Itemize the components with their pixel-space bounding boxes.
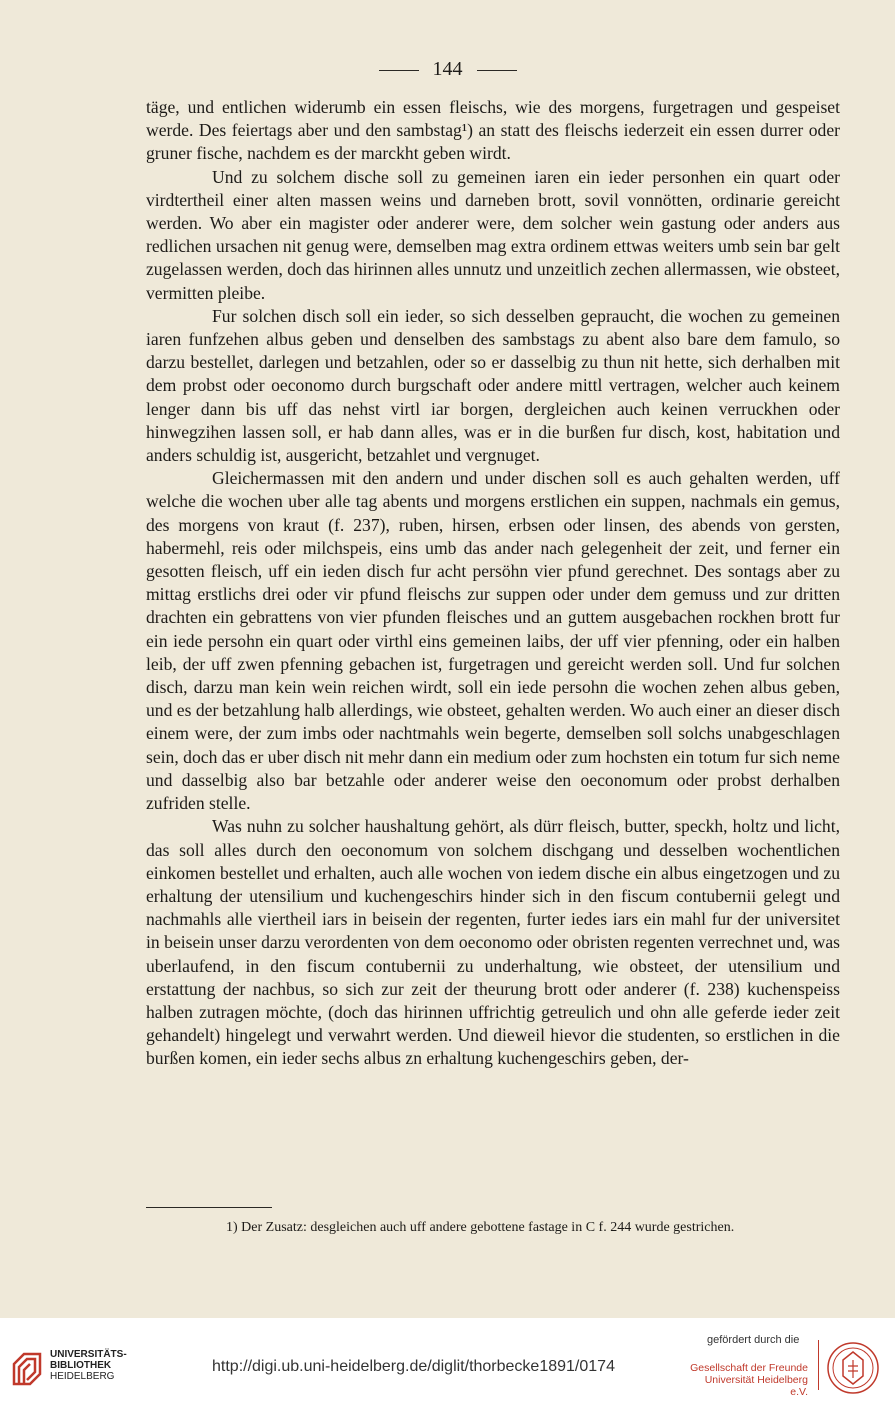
permalink-url[interactable]: http://digi.ub.uni-heidelberg.de/diglit/thorbecke1891/0174 <box>212 1358 615 1375</box>
library-name <box>50 1349 127 1382</box>
sponsor-label: gefördert durch die <box>707 1334 800 1346</box>
paragraph: Fur solchen disch soll ein ieder, so sich desselben gepraucht, die wochen zu gemeinen iaren funfzehen albus geben und denselben des sambstags zu abent also bare dem famulo, so darzu bestellet, darlegen und betzahlen, oder so er dasselbig zu thun nit hette, sich derhalben mit dem probst oder oeconomo durch burgschaft oder andere mittl vertragen, welcher auch keinem lenger dann bis uff das nehst virtl iar borgen, dergleichen auch keinen verruckhen oder hinwegzihen lassen soll, er hab dann alles, was er in die burßen fur disch, kost, habitation und anders schuldig ist, ausgericht, betzahlet und vergnuget. <box>146 305 840 466</box>
page-header <box>0 58 895 81</box>
header-rule-left <box>379 70 419 71</box>
sponsor-divider <box>818 1340 819 1390</box>
library-logo-icon <box>10 1350 44 1386</box>
sponsor-name-line2: Universität Heidelberg e.V. <box>704 1374 808 1398</box>
paragraph: Und zu solchem dische soll zu gemeinen iaren ein ieder personhen ein quart oder virdtertheil einer alten massen weins und darneben brott, sovil vonnötten, ordinarie gereicht werden. Wo aber ein magister oder anderer were, dem solcher wein gastung oder anders aus redlichen ursachen nit genug were, demselben mag extra ordinem ettwas weiters umb sein bar gelt zugelassen werden, doch das hirinnen alles unnutz und unzeitlich zechen allermassen, wie obsteet, vermitten pleibe. <box>146 166 840 303</box>
page-number: 144 <box>432 58 463 80</box>
library-name-line3: HEIDELBERG <box>50 1371 115 1382</box>
paragraph: täge, und entlichen widerumb ein essen fleischs, wie des morgens, furgetragen und gespeiset werde. Des feiertags aber und den sambstag¹) an statt des fleischs iederzeit ein essen durrer oder gruner fische, nachdem es der marckht geben wirdt. <box>146 97 840 164</box>
paragraph: Gleichermassen mit den andern und under dischen soll es auch gehalten werden, uff welche die wochen uber alle tag abents und morgens erstlichen ein suppen, nachmals ein gemus, des morgens von kraut (f. 237), ruben, hirsen, erbsen oder linsen, des abends von gersten, habermehl, reis oder milchspeis, eins umb das ander nach gelegenheit der zeit, und ferner ein gesotten fleisch, uff ein ieden disch fur acht persöhn vier pfund gerechnet. Des sontags aber zu mittag erstlichs drei oder vir pfund fleischs zur suppen oder under dem gemuss und zur dritten drachten ein gebrattens von vier pfunden fleisches und an guttem ausgebachen rockhen brott fur ein iede persohn ein quart oder virthl eins gemeinen laibs, der uff vier pfenning, oder ein halben leib, der uff zwen pfenning gebachen ist, furgetragen und gereicht werden soll. Und fur solchen disch, darzu man kein wein reichen wirdt, soll ein iede persohn die wochen zehen albus geben, und es der betzahlung halb allerdings, wie obsteet, gehalten werden. Wo auch einer an dieser disch einem were, der zum imbs oder nachtmahls wein begerte, demselben soll solchs unabgeschlagen sein, doch das er uber disch nit mehr dann ein medium oder zum hochsten ein totum fur sich neme und dasselbig also bar betzahle oder anderer weise den oeconomum oder probst derhalben zufriden stelle. <box>146 468 840 814</box>
library-name-line1: UNIVERSITÄTS- <box>50 1349 127 1360</box>
body-text <box>146 96 840 1071</box>
sponsor-name-line1: Gesellschaft der Freunde <box>690 1362 808 1374</box>
paragraph: Was nuhn zu solcher haushaltung gehört, als dürr fleisch, butter, speckh, holtz und licht, das soll alles durch den oeconomum von solchem dischgang und desselben wochentlichen einkomen bestellet und erhalten, auch alle wochen von iedem dische ein albus eingetzogen und zu erhaltung der utensilium und kuchengeschirs hinder sich in den fiscum contubernii gelegt und nachmahls alle viertheil iars in beisein der regenten, furter iedes iars ein mahl fur der universitet in beisein unser darzu verordenten von dem oeconomo oder obristen regenten verrechnet und, was uberlaufend, in den fiscum contubernii zu underhaltung, wie obsteet, der utensilium und erstattung der nachbus, so sich zur zeit der theurung brott oder anderer (f. 238) kuchenspeiss halben zutragen möchte, (doch das hirinnen uffrichtig getreulich und ohn alle geferde ieder zeit gehandelt) hingelegt und verwahrt werden. Und dieweil hievor die studenten, so erstlichen in die burßen komen, ein ieder sechs albus zn erhaltung kuchengeschirs geben, der- <box>146 816 840 1069</box>
footnote: 1) Der Zusatz: desgleichen auch uff andere gebottene fastage in C f. 244 wurde gestrichen. <box>226 1220 735 1235</box>
header-rule-right <box>477 70 517 71</box>
university-seal-icon <box>826 1340 880 1396</box>
footnote-rule <box>146 1207 272 1208</box>
sponsor-name <box>690 1362 808 1398</box>
library-name-line2: BIBLIOTHEK <box>50 1360 112 1371</box>
